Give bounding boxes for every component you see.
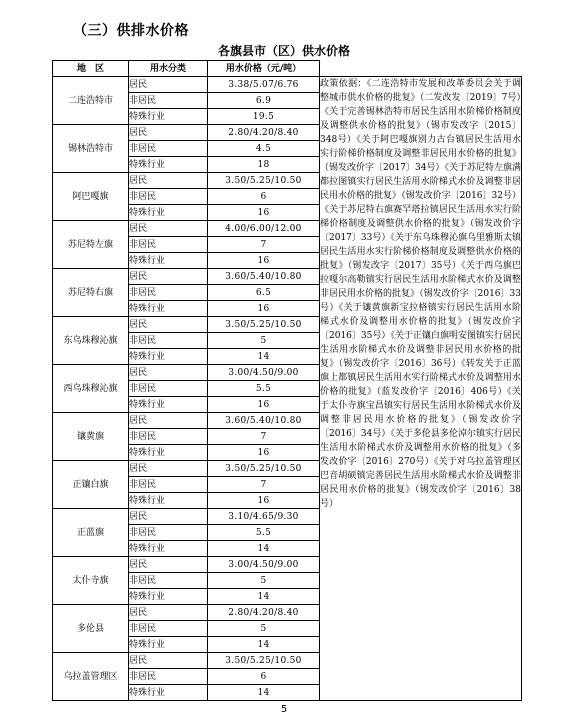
water-category: 居民 — [129, 557, 208, 573]
water-category: 居民 — [129, 653, 208, 669]
region-name: 镶黄旗 — [53, 413, 129, 461]
water-price: 19.5 — [208, 109, 320, 125]
water-price: 7 — [208, 477, 320, 493]
water-price: 5 — [208, 621, 320, 637]
water-price: 3.10/4.65/9.30 — [208, 509, 320, 525]
water-category: 特殊行业 — [129, 349, 208, 365]
water-category: 居民 — [129, 317, 208, 333]
water-category: 居民 — [129, 269, 208, 285]
water-category: 特殊行业 — [129, 541, 208, 557]
region-name: 正蓝旗 — [53, 509, 129, 557]
water-category: 非居民 — [129, 525, 208, 541]
water-category: 非居民 — [129, 333, 208, 349]
water-price: 3.50/5.25/10.50 — [208, 317, 320, 333]
water-category: 居民 — [129, 173, 208, 189]
water-price: 6 — [208, 669, 320, 685]
water-price: 16 — [208, 205, 320, 221]
water-category: 居民 — [129, 365, 208, 381]
water-category: 特殊行业 — [129, 493, 208, 509]
water-category: 居民 — [129, 77, 208, 93]
water-price: 5.5 — [208, 525, 320, 541]
water-price: 16 — [208, 253, 320, 269]
water-price: 3.00/4.50/9.00 — [208, 365, 320, 381]
water-category: 居民 — [129, 461, 208, 477]
water-price: 6.5 — [208, 285, 320, 301]
water-price: 18 — [208, 157, 320, 173]
water-price: 14 — [208, 541, 320, 557]
water-price: 14 — [208, 685, 320, 701]
water-price: 6 — [208, 189, 320, 205]
water-price-table — [52, 60, 522, 701]
water-price: 2.80/4.20/8.40 — [208, 125, 320, 141]
water-category: 特殊行业 — [129, 397, 208, 413]
policy-basis: 政策依据：《二连浩特市发展和改革委员会关于调整城市供水价格的批复》（二发改发〔2019〕7号）《关于完善锡林浩特市居民生活用水阶梯价格制度及调整供水价格的批复》（锡市发改字〔2015〕348号）《关于阿巴嘎旗别力古台镇居民生活用水实行阶梯价格制度及调整非居民用水价格的批复》（锡发改价字〔2017〕34号）《关于苏尼特左旗满都拉图镇实行居民生活用水阶梯式水价及调整非居民用水价格的批复》（锡发改价字〔2016〕32号）《关于苏尼特右旗赛罕塔拉镇居民生活用水实行阶梯价格制度及调整供水价格的批复》（锡发改价字〔2017〕33号）《关于东乌珠穆沁旗乌里雅斯太镇居民生活用水实行阶梯价格制度及调整供水价格的批复》（锡发改字〔2017〕35号）《关于西乌旗巴拉嘎尔高勒镇实行居民生活用水阶梯式水价及调整非居民用水价格的批复》（锡发改价字〔2016〕33号）《关于镶黄旗新宝拉格镇实行居民生活用水阶梯式水价及调整用水价格的批复》（锡发改价字〔2016〕35号）《关于正镶白旗明安图镇实行居民生活用水阶梯式水价及调整非居民用水价格的批复》（锡发改价字〔2016〕36号）《转发关于正蓝旗上都镇居民生活用水实行阶梯式水价及调整用水价格的批复》（蓝发改价字〔2016〕406号）《关于太仆寺旗宝昌镇实行居民生活用水阶梯式水价及调整非居民用水价格的批复》（锡发改价字〔2016〕34号）《关于多伦县多伦淖尔镇实行居民生活用水阶梯式水价及调整用水价格的批复》（多发改价字〔2016〕270号）《关于对乌拉盖管理区巴音胡硕镇完善居民生活用水阶梯式水价及调整非居民用水价格的批复》（锡发改价字〔2016〕38号） — [320, 77, 522, 701]
water-category: 特殊行业 — [129, 301, 208, 317]
water-category: 非居民 — [129, 573, 208, 589]
region-name: 正镶白旗 — [53, 461, 129, 509]
region-name: 锡林浩特市 — [53, 125, 129, 173]
water-category: 非居民 — [129, 477, 208, 493]
water-category: 非居民 — [129, 141, 208, 157]
water-category: 特殊行业 — [129, 637, 208, 653]
region-name: 乌拉盖管理区 — [53, 653, 129, 701]
water-price: 3.38/5.07/6.76 — [208, 77, 320, 93]
water-category: 非居民 — [129, 93, 208, 109]
region-name: 东乌珠穆沁旗 — [53, 317, 129, 365]
water-category: 居民 — [129, 413, 208, 429]
section-title: （三）供排水价格 — [73, 23, 189, 39]
table-header-row — [53, 61, 522, 77]
water-category: 居民 — [129, 605, 208, 621]
water-price: 14 — [208, 637, 320, 653]
region-name: 苏尼特左旗 — [53, 221, 129, 269]
header-category: 用水分类 — [129, 61, 208, 77]
water-category: 特殊行业 — [129, 685, 208, 701]
water-price: 5 — [208, 573, 320, 589]
header-price: 用水价格（元/吨） — [208, 61, 320, 77]
table-body — [53, 77, 522, 701]
water-price: 14 — [208, 349, 320, 365]
water-category: 非居民 — [129, 669, 208, 685]
water-category: 非居民 — [129, 285, 208, 301]
header-blank — [320, 61, 522, 77]
water-price: 16 — [208, 301, 320, 317]
water-price: 3.50/5.25/10.50 — [208, 173, 320, 189]
water-price: 3.60/5.40/10.80 — [208, 269, 320, 285]
water-category: 非居民 — [129, 429, 208, 445]
water-price: 2.80/4.20/8.40 — [208, 605, 320, 621]
water-price: 3.50/5.25/10.50 — [208, 461, 320, 477]
water-price: 4.5 — [208, 141, 320, 157]
water-price: 16 — [208, 445, 320, 461]
water-price: 5 — [208, 333, 320, 349]
region-name: 阿巴嘎旗 — [53, 173, 129, 221]
water-price: 3.50/5.25/10.50 — [208, 653, 320, 669]
table-caption: 各旗县市（区）供水价格 — [217, 44, 350, 58]
water-price: 16 — [208, 493, 320, 509]
water-price: 6.9 — [208, 93, 320, 109]
water-price: 16 — [208, 397, 320, 413]
region-name: 多伦县 — [53, 605, 129, 653]
water-price: 7 — [208, 429, 320, 445]
water-category: 特殊行业 — [129, 205, 208, 221]
water-price: 3.60/5.40/10.80 — [208, 413, 320, 429]
water-category: 非居民 — [129, 381, 208, 397]
header-region: 地 区 — [53, 61, 129, 77]
water-price: 5.5 — [208, 381, 320, 397]
region-name: 西乌珠穆沁旗 — [53, 365, 129, 413]
water-category: 居民 — [129, 125, 208, 141]
water-category: 非居民 — [129, 189, 208, 205]
table-row — [53, 77, 522, 93]
water-price: 14 — [208, 589, 320, 605]
water-price: 3.00/4.50/9.00 — [208, 557, 320, 573]
water-category: 特殊行业 — [129, 157, 208, 173]
water-category: 居民 — [129, 221, 208, 237]
water-category: 特殊行业 — [129, 109, 208, 125]
water-category: 特殊行业 — [129, 445, 208, 461]
water-price: 7 — [208, 237, 320, 253]
water-category: 非居民 — [129, 237, 208, 253]
water-category: 居民 — [129, 509, 208, 525]
page-number: 5 — [280, 704, 288, 715]
region-name: 太仆寺旗 — [53, 557, 129, 605]
water-category: 特殊行业 — [129, 253, 208, 269]
water-category: 特殊行业 — [129, 589, 208, 605]
water-category: 非居民 — [129, 621, 208, 637]
region-name: 苏尼特右旗 — [53, 269, 129, 317]
water-price: 4.00/6.00/12.00 — [208, 221, 320, 237]
region-name: 二连浩特市 — [53, 77, 129, 125]
